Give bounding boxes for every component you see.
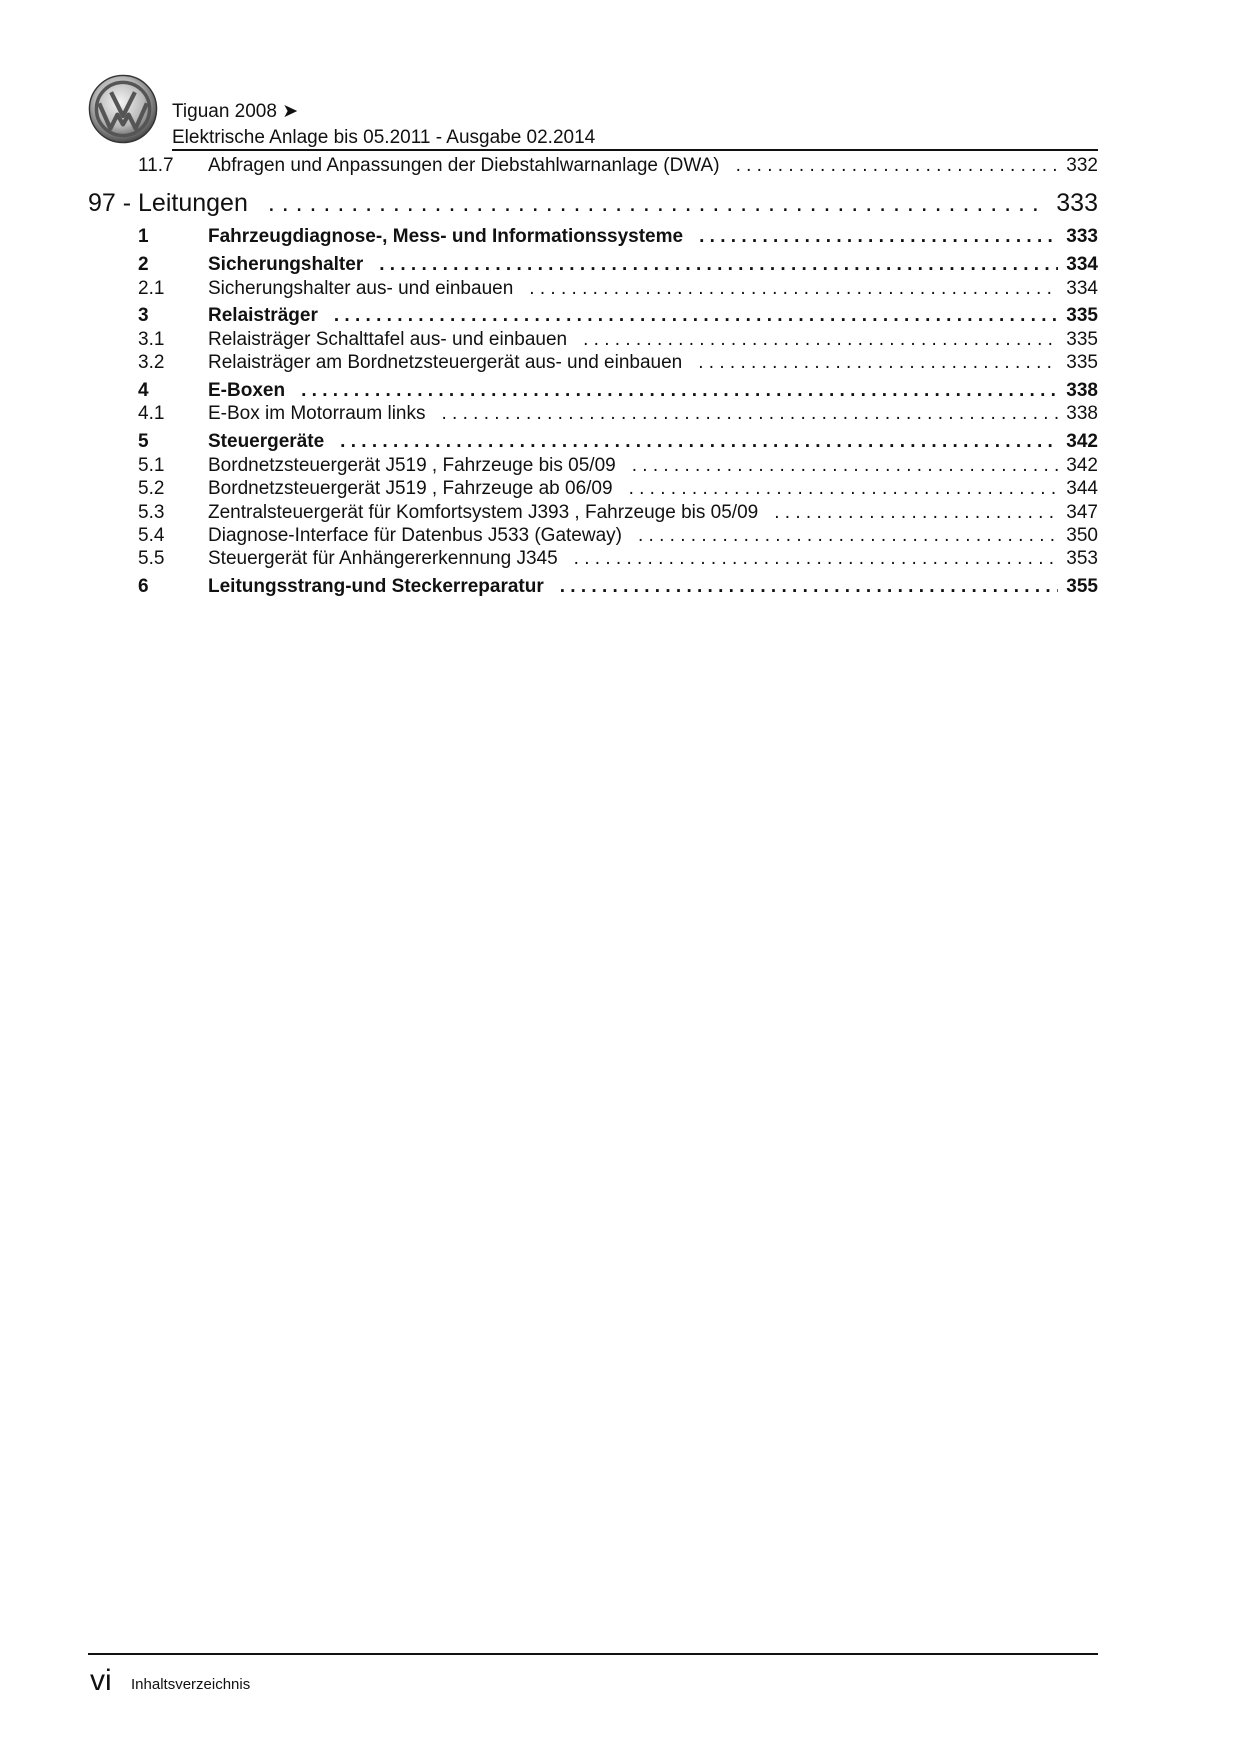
- toc-entry-title: Relaisträger am Bordnetzsteuergerät aus- und einbauen: [208, 352, 683, 373]
- toc-entry-number: 5.4: [138, 525, 165, 546]
- toc-entry-page: 338: [1066, 380, 1098, 401]
- dot-leader: [574, 548, 1059, 570]
- vw-logo-icon: [88, 74, 158, 144]
- toc-entry-title: E-Box im Motorraum links: [208, 403, 426, 424]
- dot-leader: [698, 352, 1058, 374]
- dot-leader: [268, 189, 1048, 218]
- dot-leader: [379, 254, 1058, 276]
- footer-label: Inhaltsverzeichnis: [131, 1676, 251, 1693]
- toc-entry-title: Bordnetzsteuergerät J519 , Fahrzeuge ab 06/09: [208, 478, 613, 499]
- dot-leader: [560, 576, 1059, 598]
- toc-entry-title: Abfragen und Anpassungen der Diebstahlwarnanlage (DWA): [208, 155, 720, 176]
- dot-leader: [529, 278, 1058, 300]
- toc-entry-page: 342: [1066, 431, 1098, 452]
- toc-entry-title: Steuergerät für Anhängererkennung J345: [208, 548, 558, 569]
- toc-entry-3-1[interactable]: [138, 329, 1098, 351]
- toc-entry-11-7[interactable]: [138, 155, 1098, 177]
- toc-entry-title: Zentralsteuergerät für Komfortsystem J393 , Fahrzeuge bis 05/09: [208, 502, 759, 523]
- toc-entry-number: 4: [138, 380, 149, 401]
- toc-entry-5-1[interactable]: [138, 455, 1098, 477]
- toc-entry-title: Bordnetzsteuergerät J519 , Fahrzeuge bis 05/09: [208, 455, 616, 476]
- toc-entry-2[interactable]: [138, 254, 1098, 276]
- toc-entry-2-1[interactable]: [138, 278, 1098, 300]
- toc-entry-title: Relaisträger Schalttafel aus- und einbauen: [208, 329, 568, 350]
- toc-entry-number: 2: [138, 254, 149, 275]
- toc-entry-1[interactable]: [138, 226, 1098, 248]
- toc-entry-3[interactable]: [138, 305, 1098, 327]
- toc-entry-title: Fahrzeugdiagnose-, Mess- und Informationssysteme: [208, 226, 684, 247]
- toc-entry-page: 344: [1066, 478, 1098, 499]
- dot-leader: [301, 380, 1058, 402]
- toc-entry-page: 342: [1066, 455, 1098, 476]
- footer-page-number: vi: [90, 1664, 112, 1697]
- toc-entry-6[interactable]: [138, 576, 1098, 598]
- toc-entry-number: 5: [138, 431, 149, 452]
- toc-entry-title: Sicherungshalter: [208, 254, 364, 275]
- toc-entry-5-2[interactable]: [138, 478, 1098, 500]
- toc-entry-number: 5.3: [138, 502, 165, 523]
- dot-leader: [699, 226, 1058, 248]
- dot-leader: [774, 502, 1058, 524]
- dot-leader: [632, 455, 1059, 477]
- toc-entry-3-2[interactable]: [138, 352, 1098, 374]
- toc-entry-number: 3.2: [138, 352, 165, 373]
- toc-entry-number: 11.7: [138, 155, 174, 176]
- chapter-page: 333: [1056, 189, 1098, 217]
- toc-entry-number: 5.1: [138, 455, 165, 476]
- toc-entry-number: 5.2: [138, 478, 165, 499]
- toc-entry-title: Relaisträger: [208, 305, 318, 326]
- toc-entry-number: 3: [138, 305, 149, 326]
- toc-entry-number: 3.1: [138, 329, 165, 350]
- header-divider: [172, 149, 1098, 151]
- dot-leader: [583, 329, 1058, 351]
- toc-entry-title: Leitungsstrang-und Steckerreparatur: [208, 576, 544, 597]
- toc-entry-page: 347: [1066, 502, 1098, 523]
- toc-entry-page: 338: [1066, 403, 1098, 424]
- dot-leader: [629, 478, 1059, 500]
- toc-entry-number: 1: [138, 226, 149, 247]
- toc-entry-title: E-Boxen: [208, 380, 286, 401]
- toc-entry-page: 350: [1066, 525, 1098, 546]
- document-subtitle: Elektrische Anlage bis 05.2011 - Ausgabe 02.2014: [172, 127, 596, 148]
- toc-entry-page: 332: [1066, 155, 1098, 176]
- chapter-title: 97 - Leitungen: [88, 189, 248, 217]
- toc-entry-number: 2.1: [138, 278, 165, 299]
- toc-entry-5-3[interactable]: [138, 502, 1098, 524]
- dot-leader: [340, 431, 1058, 453]
- toc-entry-page: 334: [1066, 278, 1098, 299]
- toc-entry-page: 335: [1066, 352, 1098, 373]
- toc-entry-number: 5.5: [138, 548, 165, 569]
- toc-entry-page: 355: [1066, 576, 1098, 597]
- toc-entry-page: 353: [1066, 548, 1098, 569]
- dot-leader: [638, 525, 1058, 547]
- toc-entry-page: 335: [1066, 305, 1098, 326]
- toc-entry-5-4[interactable]: [138, 525, 1098, 547]
- toc-entry-page: 334: [1066, 254, 1098, 275]
- toc-entry-title: Steuergeräte: [208, 431, 325, 452]
- dot-leader: [736, 155, 1059, 177]
- toc-entry-title: Sicherungshalter aus- und einbauen: [208, 278, 514, 299]
- dot-leader: [442, 403, 1059, 425]
- document-title: Tiguan 2008 ➤: [172, 101, 299, 122]
- footer-divider: [88, 1653, 1098, 1655]
- toc-entry-5-5[interactable]: [138, 548, 1098, 570]
- toc-entry-4[interactable]: [138, 380, 1098, 402]
- dot-leader: [334, 305, 1058, 327]
- toc-entry-4-1[interactable]: [138, 403, 1098, 425]
- toc-entry-title: Diagnose-Interface für Datenbus J533 (Gateway): [208, 525, 622, 546]
- toc-entry-number: 4.1: [138, 403, 165, 424]
- toc-entry-number: 6: [138, 576, 149, 597]
- toc-entry-page: 333: [1066, 226, 1098, 247]
- toc-entry-5[interactable]: [138, 431, 1098, 453]
- toc-entry-page: 335: [1066, 329, 1098, 350]
- toc-chapter-97[interactable]: [88, 189, 1098, 218]
